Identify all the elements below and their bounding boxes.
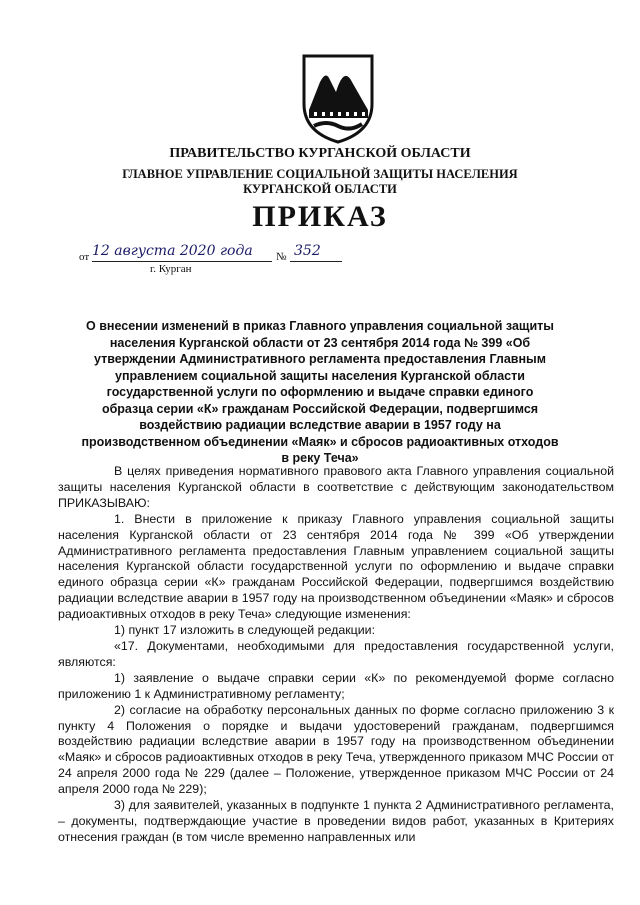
handwritten-date: 12 августа 2020 года	[92, 243, 253, 259]
department-line-1: ГЛАВНОЕ УПРАВЛЕНИЕ СОЦИАЛЬНОЙ ЗАЩИТЫ НАСЕЛЕНИЯ	[122, 167, 518, 181]
document-type-title: ПРИКАЗ	[252, 200, 388, 233]
paragraph-item-1: 1. Внести в приложение к приказу Главного управления социальной защиты населения Курганской области от 23 сентября 2014 года № 399 «Об утверждении Административного регламента предоставления Главным управлением социальной защиты населения Курганской области государственной услуги по оформлению и выдаче справки единого образца серии «К» гражданам Российской Федерации, подвергшимся воздействию радиации вследствие аварии в 1957 году на производственном объединении «Маяк» и сбросов радиоактивных отходов в реку Теча» следующие изменения:	[58, 511, 614, 622]
paragraph-document-1: 1) заявление о выдаче справки серии «К» по рекомендуемой форме согласно приложению 1 к Административному регламенту;	[58, 670, 614, 701]
preamble-paragraph: В целях приведения нормативного правового акта Главного управления социальной защиты населения Курганской области в соответствие с действующим законодательством ПРИКАЗЫВАЮ:	[58, 464, 614, 510]
paragraph-document-3: 3) для заявителей, указанных в подпункте 1 пункта 2 Административного регламента, – документы, подтверждающие участие в проведении видов работ, указанных в Критериях отнесения граждан (в том числе временно направленных или	[58, 798, 614, 844]
handwritten-number: 352	[294, 243, 321, 259]
city-label: г. Курган	[150, 263, 192, 275]
order-subject: О внесении изменений в приказ Главного управления социальной защиты населения Курганской области от 23 сентября 2014 года № 399 «Об утверждении Административного регламента предоставления Главным управлением социальной защиты населения Курганской области государственной услуги по оформлению и выдаче справки единого образца серии «К» гражданам Российской Федерации, подвергшимся воздействию радиации вследствие аварии в 1957 году на производственном объединении «Маяк» и сбросов радиоактивных отходов в реку Теча»	[81, 319, 559, 465]
kurgan-coat-of-arms-icon	[300, 52, 376, 144]
department-name	[0, 167, 640, 197]
paragraph-document-2: 2) согласие на обработку персональных данных по форме согласно приложению 3 к пункту 4 Положения о порядке и выдачи удостоверений гражданам, подвергшимся воздействию радиации вследствие аварии в 1957 году на производственном объединении «Маяк» и сбросов радиоактивных отходов в реку Теча, утвержденного приказом МЧС России от 24 апреля 2000 года № 229 (далее – Положение, утвержденное приказом МЧС России от 24 апреля 2000 года № 229);	[58, 702, 614, 797]
department-line-2: КУРГАНСКОЙ ОБЛАСТИ	[243, 182, 397, 196]
government-name: ПРАВИТЕЛЬСТВО КУРГАНСКОЙ ОБЛАСТИ	[169, 146, 471, 161]
paragraph-point-17: «17. Документами, необходимыми для предоставления государственной услуги, являются:	[58, 638, 614, 669]
number-underline	[290, 261, 342, 262]
paragraph-subitem-1: 1) пункт 17 изложить в следующей редакции:	[114, 623, 376, 638]
date-underline	[92, 261, 272, 262]
number-label: №	[276, 251, 287, 263]
date-from-label: от	[79, 251, 90, 263]
order-body	[58, 464, 614, 846]
